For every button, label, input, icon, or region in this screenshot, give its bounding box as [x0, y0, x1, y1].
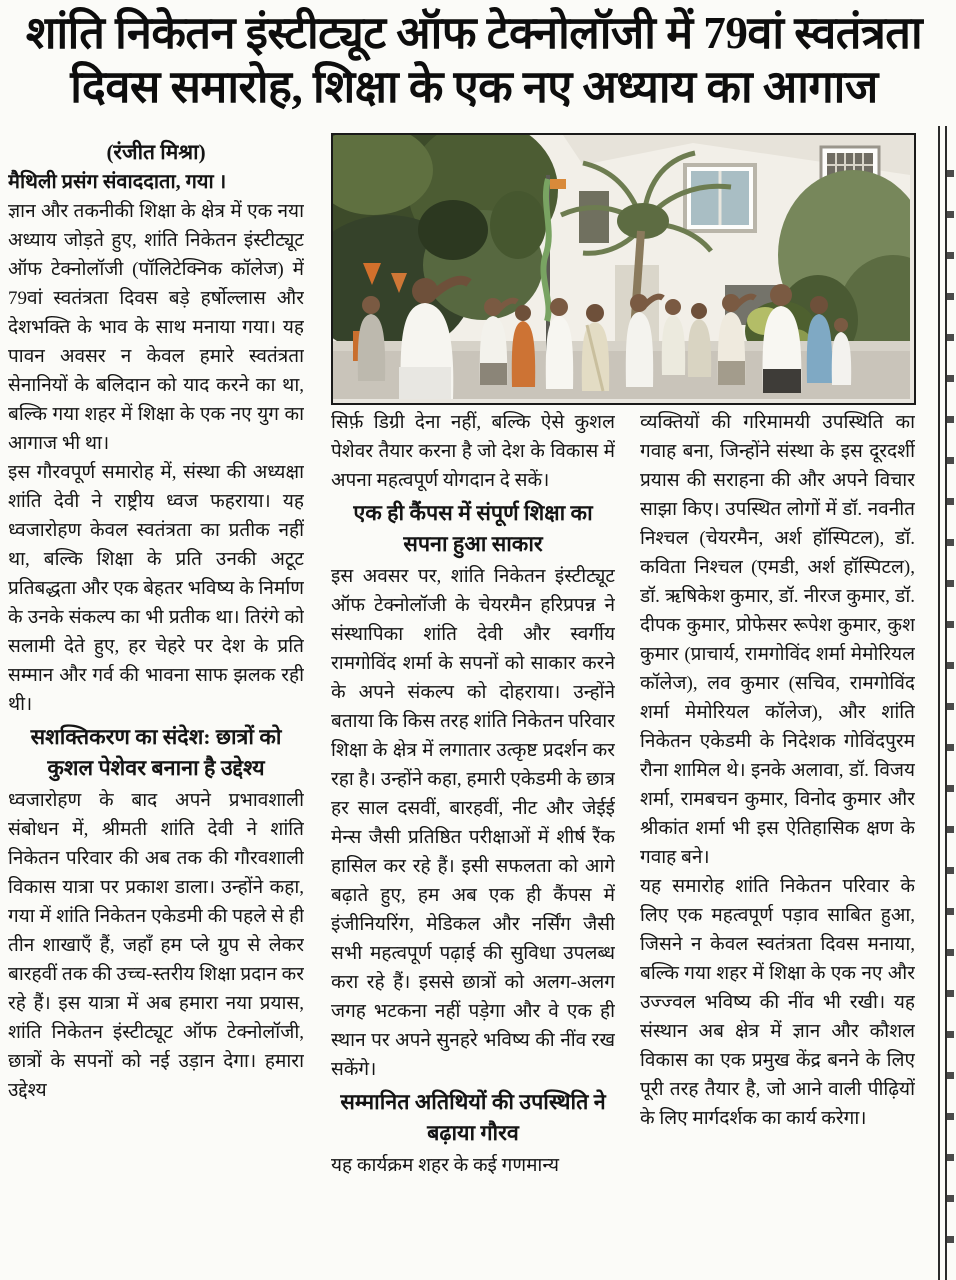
headline-line1: शांति निकेतन इंस्टीट्यूट ऑफ टेक्नोलॉजी में 79वां स्वतंत्रता	[25, 8, 923, 58]
body-paragraph: व्यक्तियों की गरिमामयी उपस्थिति का गवाह बना, जिन्होंने संस्था के इस दूरदर्शी प्रयास की सराहना की और अपने विचार साझा किए। उपस्थित लोगों में डॉ. नवनीत निश्चल (चेयरमैन, अर्श हॉस्पिटल), डॉ. कविता निश्चल (एमडी, अर्श हॉस्पिटल), डॉ. ऋषिकेश कुमार, डॉ. नीरज कुमार, डॉ. दीपक कुमार, प्रोफेसर रूपेश कुमार, कुश कुमार (प्राचार्य, रामगोविंद शर्मा मेमोरियल कॉलेज), लव कुमार (सचिव, रामगोविंद शर्मा मेमोरियल कॉलेज), और शांति निकेतन एकेडमी के निदेशक गोविंदपुरम रौना शामिल थे। इनके अलावा, डॉ. विजय शर्मा, रामबचन कुमार, विनोद कुमार और श्रीकांत शर्मा भी इस ऐतिहासिक क्षण के गवाह बने।	[640, 412, 915, 868]
article-headline	[18, 6, 930, 114]
section-subhead: एक ही कैंपस में संपूर्ण शिक्षा का सपना हुआ साकार	[353, 501, 593, 556]
flag-hoisting-photo-illustration	[333, 135, 910, 399]
column-1	[8, 137, 304, 1269]
article-photo	[331, 133, 916, 405]
body-paragraph: सिर्फ़ डिग्री देना नहीं, बल्कि ऐसे कुशल पेशेवर तैयार करना है जो देश के विकास में अपना महत्वपूर्ण योगदान दे सकें।	[331, 412, 615, 491]
window-glass-center	[685, 165, 755, 231]
byline: (रंजीत मिश्रा)	[106, 140, 206, 164]
page-edge-fragments	[947, 140, 954, 1270]
column-3	[640, 408, 915, 1270]
body-paragraph: ज्ञान और तकनीकी शिक्षा के क्षेत्र में एक नया अध्याय जोड़ते हुए, शांति निकेतन इंस्टीट्यूट ऑफ टेक्नोलॉजी (पॉलिटेक्निक कॉलेज) में 79वां स्वतंत्रता दिवस बड़े हर्षोल्लास और देशभक्ति के भाव के साथ मनाया गया। यह पावन अवसर न केवल हमारे स्वतंत्रता सेनानियों के बलिदान को याद करने का था, बल्कि गया शहर में शिक्षा के एक नए युग का आगाज भी था।	[8, 201, 304, 454]
dateline: मैथिली प्रसंग संवाददाता, गया ।	[8, 171, 227, 193]
body-paragraph: यह कार्यक्रम शहर के कई गणमान्य	[331, 1155, 559, 1176]
column-2	[331, 408, 615, 1270]
column-rule	[938, 126, 947, 1280]
window-dark-left	[579, 191, 609, 243]
headline-line2: दिवस समारोह, शिक्षा के एक नए अध्याय का आगाज	[70, 62, 878, 112]
body-paragraph: ध्वजारोहण के बाद अपने प्रभावशाली संबोधन में, श्रीमती शांति देवी ने शांति निकेतन परिवार की अब तक की गौरवशाली विकास यात्रा पर प्रकाश डाला। उन्होंने कहा, गया में शांति निकेतन एकेडमी की पहले से ही तीन शाखाएँ हैं, जहाँ हम प्ले ग्रुप से लेकर बारहवीं तक की उच्च-स्तरीय शिक्षा प्रदान कर रहे हैं। इस यात्रा में अब हमारा नया प्रयास, शांति निकेतन इंस्टीट्यूट ऑफ टेक्नोलॉजी, छात्रों के सपनों को नई उड़ान देगा। हमारा उद्देश्य	[8, 790, 304, 1101]
body-paragraph: यह समारोह शांति निकेतन परिवार के लिए एक महत्वपूर्ण पड़ाव साबित हुआ, जिसने न केवल स्वतंत्रता दिवस मनाया, बल्कि गया शहर में शिक्षा के एक नए और उज्ज्वल भविष्य की नींव भी रखी। यह संस्थान अब क्षेत्र में ज्ञान और कौशल विकास का एक प्रमुख केंद्र बनने के लिए पूरी तरह तैयार है, जो आने वाली पीढ़ियों के लिए मार्गदर्शक का कार्य करेगा।	[640, 876, 915, 1129]
section-subhead: सम्मानित अतिथियों की उपस्थिति ने बढ़ाया गौरव	[340, 1090, 606, 1145]
section-subhead: सशक्तिकरण का संदेश: छात्रों को कुशल पेशेवर बनाना है उद्देश्य	[30, 725, 282, 780]
body-paragraph: इस गौरवपूर्ण समारोह में, संस्था की अध्यक्षा शांति देवी ने राष्ट्रीय ध्वज फहराया। यह ध्वजारोहण केवल स्वतंत्रता का प्रतीक नहीं था, बल्कि शिक्षा के प्रति उनकी अटूट प्रतिबद्धता और एक बेहतर भविष्य के निर्माण के उनके संकल्प का भी प्रतीक था। तिरंगे को सलामी देते हुए, हर चेहरे पर देश के प्रति सम्मान और गर्व की भावना साफ झलक रही थी।	[8, 462, 304, 715]
body-paragraph: इस अवसर पर, शांति निकेतन इंस्टीट्यूट ऑफ टेक्नोलॉजी के चेयरमैन हरिप्रपन्न ने संस्थापिका शांति देवी और स्वर्गीय रामगोविंद शर्मा के सपनों को साकार करने के अपने संकल्प को दोहराया। उन्होंने बताया कि किस तरह शांति निकेतन परिवार शिक्षा के क्षेत्र में लगातार उत्कृष्ट प्रदर्शन कर रहा है। उन्होंने कहा, हमारी एकेडमी के छात्र हर साल दसवीं, बारहवीं, नीट और जेईई मेन्स जैसी प्रतिष्ठित परीक्षाओं में शीर्ष रैंक हासिल कर रहे हैं। इसी सफलता को आगे बढ़ाते हुए, हम अब एक ही कैंपस में इंजीनियरिंग, मेडिकल और नर्सिंग जैसी सभी महत्वपूर्ण पढ़ाई की सुविधा उपलब्ध करा रहे हैं। इससे छात्रों को अलग-अलग जगह भटकना नहीं पड़ेगा और वे एक ही स्थान पर अपने सुनहरे भविष्य की नींव रख सकेंगे।	[331, 566, 615, 1080]
